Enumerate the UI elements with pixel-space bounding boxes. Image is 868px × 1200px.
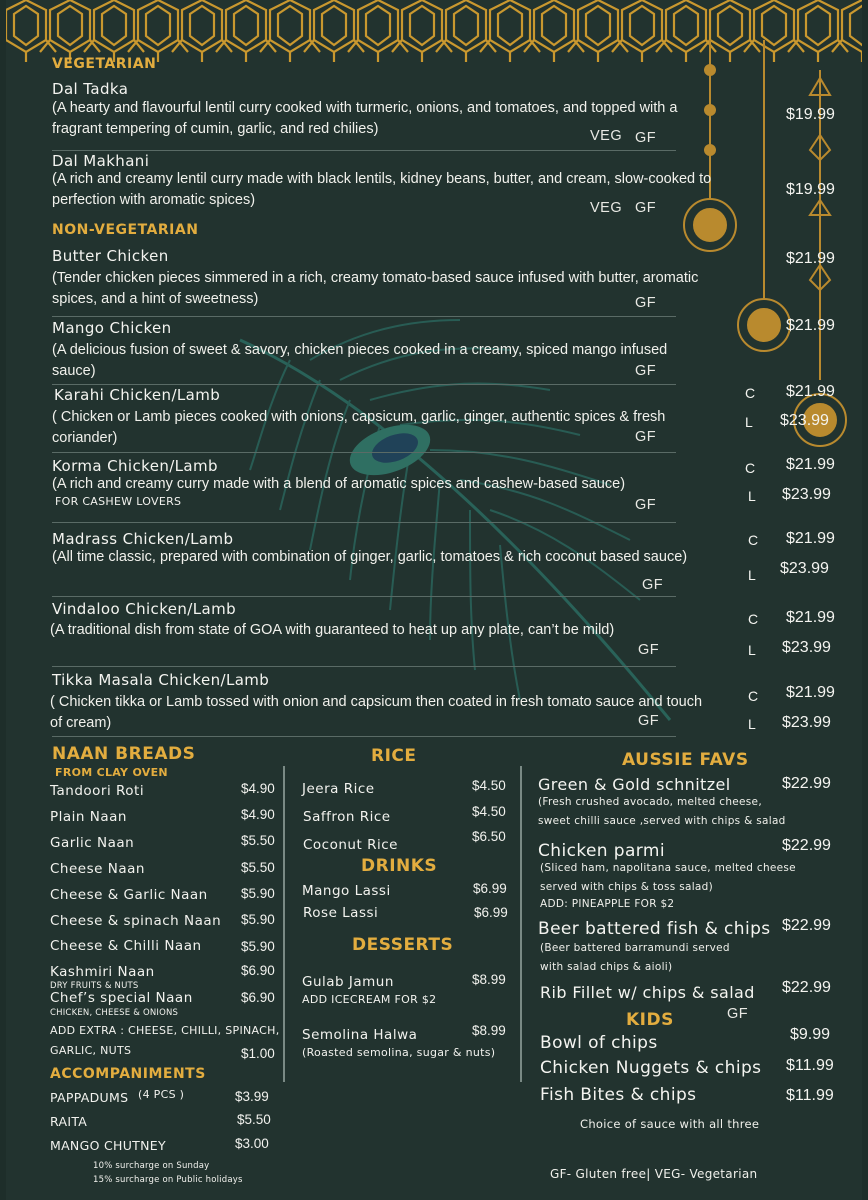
- naan-item: Garlic Naan: [50, 835, 135, 851]
- aussie-item: Green & Gold schnitzel: [538, 775, 731, 794]
- naan-subtitle: FROM CLAY OVEN: [55, 766, 168, 779]
- naan-note: CHICKEN, CHEESE & ONIONS: [50, 1008, 179, 1018]
- rice-price: $6.50: [472, 829, 506, 844]
- price-lamb: $23.99: [782, 714, 831, 731]
- dish-description: ( Chicken or Lamb pieces cooked with onions, capsicum, garlic, ginger, authentic spices & fresh coriander): [52, 409, 666, 446]
- accompaniment-price: $3.99: [235, 1089, 269, 1104]
- aussie-desc: (Fresh crushed avocado, melted cheese,: [538, 796, 762, 808]
- accompaniment-price: $5.50: [237, 1112, 271, 1127]
- drink-price: $6.99: [473, 881, 507, 896]
- section-title-accompaniments: ACCOMPANIMENTS: [50, 1066, 206, 1082]
- veg-tag: VEG: [590, 200, 623, 216]
- divider: [52, 150, 676, 151]
- price-chicken: $21.99: [786, 684, 835, 701]
- dish-price: $21.99: [786, 317, 835, 334]
- dish-price: $19.99: [786, 181, 835, 198]
- rice-item: Jeera Rice: [302, 781, 375, 797]
- size-chicken: C: [748, 611, 759, 627]
- rice-item: Coconut Rice: [303, 837, 398, 853]
- naan-price: $6.90: [241, 990, 275, 1005]
- naan-item: Plain Naan: [50, 809, 127, 825]
- kids-note: Choice of sauce with all three: [580, 1117, 760, 1131]
- dessert-price: $8.99: [472, 1023, 506, 1038]
- section-title-vegetarian: VEGETARIAN: [52, 56, 157, 72]
- aussie-desc: (Beer battered barramundi served: [540, 942, 730, 954]
- rice-price: $4.50: [472, 778, 506, 793]
- dish-name: Karahi Chicken/Lamb: [54, 386, 221, 404]
- surcharge-note: 10% surcharge on Sunday: [93, 1161, 210, 1171]
- price-chicken: $21.99: [786, 456, 835, 473]
- kids-price: $11.99: [786, 1057, 834, 1074]
- section-title-kids: KIDS: [626, 1010, 674, 1030]
- dish-description: (All time classic, prepared with combination of ginger, garlic, tomatoes & rich coconut based sauce): [52, 549, 688, 565]
- dish-description: (A traditional dish from state of GOA with guaranteed to heat up any plate, can’t be mild): [50, 622, 615, 638]
- gf-tag: GF: [727, 1006, 749, 1022]
- naan-note: DRY FRUITS & NUTS: [50, 981, 139, 991]
- naan-price: $4.90: [241, 807, 275, 822]
- naan-price: $5.90: [241, 939, 275, 954]
- divider: [52, 316, 676, 317]
- size-lamb: L: [748, 642, 756, 658]
- dish-description: (A rich and creamy curry made with a blend of aromatic spices and cashew-based sauce): [52, 476, 626, 492]
- size-lamb: L: [748, 716, 756, 732]
- divider: [52, 452, 676, 453]
- dish-price: $19.99: [786, 106, 835, 123]
- kids-item: Bowl of chips: [540, 1033, 658, 1053]
- naan-price: $6.90: [241, 963, 275, 978]
- gf-tag: GF: [638, 642, 660, 658]
- gf-tag: GF: [635, 363, 657, 379]
- aussie-item: Rib Fillet w/ chips & salad: [540, 983, 755, 1002]
- accompaniment-item: RAITA: [50, 1114, 88, 1129]
- dessert-note: (Roasted semolina, sugar & nuts): [302, 1046, 496, 1059]
- aussie-price: $22.99: [782, 775, 831, 792]
- naan-extra-price: $1.00: [241, 1046, 275, 1061]
- naan-item: Cheese Naan: [50, 861, 145, 877]
- column-divider: [283, 766, 285, 1082]
- size-chicken: C: [748, 688, 759, 704]
- dish-name: Korma Chicken/Lamb: [52, 457, 218, 475]
- kids-price: $11.99: [786, 1087, 834, 1104]
- divider: [52, 736, 676, 737]
- aussie-desc: (Sliced ham, napolitana sauce, melted cheese: [540, 862, 796, 874]
- aussie-desc: with salad chips & aioli): [540, 961, 673, 973]
- naan-item: Cheese & Chilli Naan: [50, 938, 202, 954]
- aussie-desc: sweet chilli sauce ,served with chips & salad: [538, 815, 786, 827]
- section-title-aussie: AUSSIE FAVS: [622, 750, 749, 770]
- drink-item: Mango Lassi: [302, 883, 391, 899]
- naan-price: $5.50: [241, 833, 275, 848]
- naan-item: Cheese & spinach Naan: [50, 913, 222, 929]
- price-chicken: $21.99: [786, 530, 835, 547]
- section-title-naan: NAAN BREADS: [52, 744, 196, 764]
- naan-extra: GARLIC, NUTS: [50, 1044, 132, 1057]
- dish-description: (Tender chicken pieces simmered in a rich, creamy tomato-based sauce infused with butter, aromatic spices, and a hint of sweetness): [52, 270, 699, 307]
- dish-name: Tikka Masala Chicken/Lamb: [52, 671, 270, 689]
- rice-item: Saffron Rice: [303, 809, 391, 825]
- dish-name: Dal Tadka: [52, 80, 129, 98]
- gf-tag: GF: [638, 713, 660, 729]
- aussie-desc: ADD: PINEAPPLE FOR $2: [540, 898, 675, 910]
- price-lamb: $23.99: [780, 412, 829, 429]
- veg-tag: VEG: [590, 128, 623, 144]
- aussie-price: $22.99: [782, 979, 831, 996]
- dish-description: (A delicious fusion of sweet & savory, chicken pieces cooked in a creamy, spiced mango infused sauce): [52, 342, 668, 379]
- price-chicken: $21.99: [786, 609, 835, 626]
- dessert-price: $8.99: [472, 972, 506, 987]
- naan-item: Cheese & Garlic Naan: [50, 887, 208, 903]
- kids-item: Chicken Nuggets & chips: [540, 1058, 762, 1078]
- section-title-desserts: DESSERTS: [352, 935, 454, 955]
- naan-price: $4.90: [241, 781, 275, 796]
- price-lamb: $23.99: [780, 560, 829, 577]
- divider: [52, 666, 676, 667]
- rice-price: $4.50: [472, 804, 506, 819]
- gf-tag: GF: [635, 200, 657, 216]
- size-lamb: L: [748, 488, 756, 504]
- naan-price: $5.90: [241, 886, 275, 901]
- accompaniment-item: MANGO CHUTNEY: [50, 1138, 166, 1153]
- size-chicken: C: [748, 532, 759, 548]
- dessert-item: Gulab Jamun: [302, 974, 394, 990]
- price-chicken: $21.99: [786, 383, 835, 400]
- section-title-drinks: DRINKS: [361, 856, 438, 876]
- aussie-item: Chicken parmi: [538, 841, 665, 861]
- accompaniment-note: (4 PCS ): [138, 1088, 185, 1101]
- dish-price: $21.99: [786, 250, 835, 267]
- naan-item: Kashmiri Naan: [50, 964, 155, 980]
- naan-item: Chef’s special Naan: [50, 990, 193, 1006]
- dish-name: Mango Chicken: [52, 319, 172, 337]
- price-lamb: $23.99: [782, 486, 831, 503]
- accompaniment-price: $3.00: [235, 1136, 269, 1151]
- aussie-price: $22.99: [782, 837, 831, 854]
- gf-tag: GF: [635, 429, 657, 445]
- divider: [52, 596, 676, 597]
- size-lamb: L: [748, 567, 756, 583]
- dish-name: Dal Makhani: [52, 152, 150, 170]
- kids-item: Fish Bites & chips: [540, 1085, 697, 1105]
- section-title-rice: RICE: [371, 746, 417, 766]
- aussie-desc: served with chips & toss salad): [540, 881, 714, 893]
- legend: GF- Gluten free| VEG- Vegetarian: [550, 1167, 758, 1181]
- price-lamb: $23.99: [782, 639, 831, 656]
- gf-tag: GF: [635, 497, 657, 513]
- gf-tag: GF: [642, 577, 664, 593]
- naan-price: $5.90: [241, 912, 275, 927]
- dish-name: Butter Chicken: [52, 247, 169, 265]
- dish-name: Madrass Chicken/Lamb: [52, 530, 234, 548]
- dessert-item: Semolina Halwa: [302, 1027, 418, 1043]
- dish-description: ( Chicken tikka or Lamb tossed with onion and capsicum then coated in fresh tomato sauce and touch of cream): [50, 694, 703, 731]
- aussie-price: $22.99: [782, 917, 831, 934]
- divider: [52, 384, 676, 385]
- naan-extra: ADD EXTRA : CHEESE, CHILLI, SPINACH,: [50, 1024, 280, 1037]
- section-title-nonveg: NON-VEGETARIAN: [52, 222, 199, 238]
- dish-note: FOR CASHEW LOVERS: [55, 495, 182, 508]
- column-divider: [520, 766, 522, 1082]
- gf-tag: GF: [635, 130, 657, 146]
- gf-tag: GF: [635, 295, 657, 311]
- dish-name: Vindaloo Chicken/Lamb: [52, 600, 237, 618]
- aussie-item: Beer battered fish & chips: [538, 919, 771, 939]
- drink-item: Rose Lassi: [303, 905, 379, 921]
- accompaniment-item: PAPPADUMS: [50, 1090, 129, 1105]
- size-chicken: C: [745, 460, 756, 476]
- drink-price: $6.99: [474, 905, 508, 920]
- size-lamb: L: [745, 414, 753, 430]
- dish-description: (A hearty and flavourful lentil curry cooked with turmeric, onions, and tomatoes, and topped with a fragrant tempering of cumin, garlic, and red chilies): [52, 100, 678, 137]
- naan-item: Tandoori Roti: [50, 783, 145, 799]
- naan-price: $5.50: [241, 860, 275, 875]
- surcharge-note: 15% surcharge on Public holidays: [93, 1175, 243, 1185]
- kids-price: $9.99: [790, 1026, 831, 1043]
- size-chicken: C: [745, 385, 756, 401]
- dish-description: (A rich and creamy lentil curry made with black lentils, kidney beans, butter, and cream, slow-cooked to perfection with aromatic spices): [52, 171, 712, 208]
- dessert-note: ADD ICECREAM FOR $2: [302, 993, 437, 1006]
- divider: [52, 522, 676, 523]
